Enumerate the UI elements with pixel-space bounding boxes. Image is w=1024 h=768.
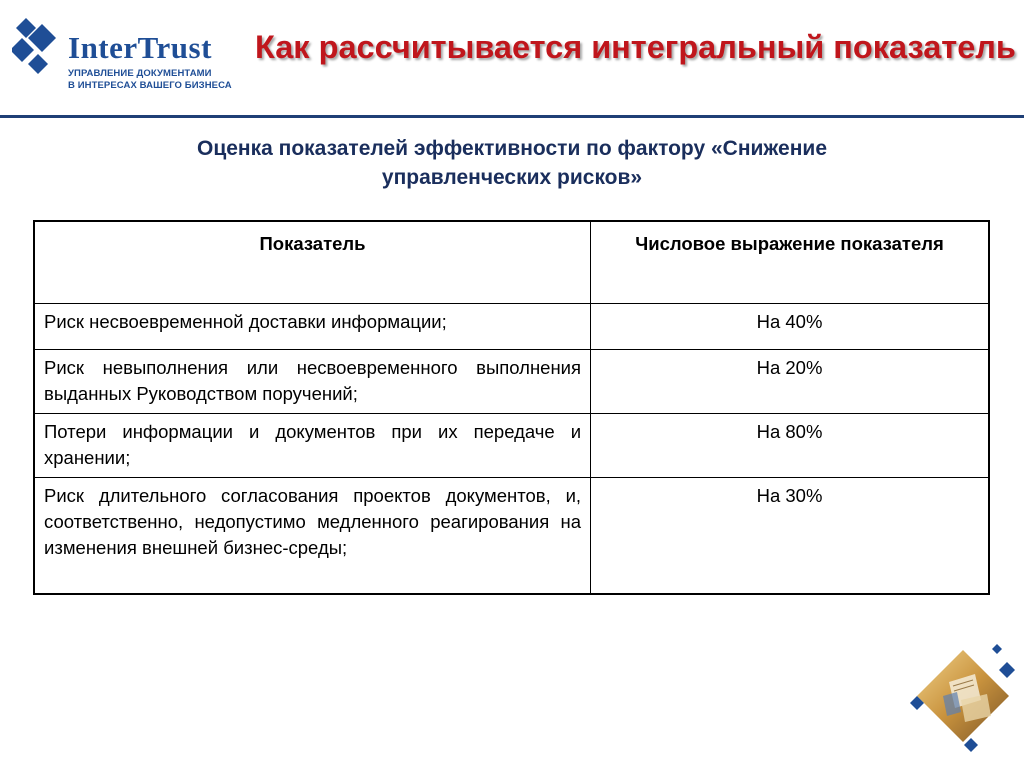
logo-tagline-line-2: В ИНТЕРЕСАХ ВАШЕГО БИЗНЕСА [68,80,232,91]
slide-subtitle [90,134,934,192]
value-cell: На 80% [591,414,989,478]
intertrust-logo [12,14,232,94]
indicator-cell: Риск невыполнения или несвоевременного выполнения выданных Руководством поручений; [34,350,591,414]
logo-wordmark: InterTrust [68,30,212,65]
indicator-cell: Риск длительного согласования проектов документов, и, соответственно, недопустимо медленного реагирования на изменения внешней бизнес-среды; [34,478,591,595]
indicator-cell: Потери информации и документов при их передаче и хранении; [34,414,591,478]
value-cell: На 30% [591,478,989,595]
indicator-cell: Риск несвоевременной доставки информации; [34,304,591,350]
table-row [34,304,989,350]
subtitle-line-2: управленческих рисков» [381,166,643,189]
table-row [34,414,989,478]
intertrust-diamonds-logo-icon [12,16,62,74]
header-divider [0,115,1024,118]
indicators-table [33,220,990,595]
logo-tagline [68,68,233,92]
table-row [34,350,989,414]
value-cell: На 20% [591,350,989,414]
header-numeric-value: Числовое выражение показателя [591,221,989,304]
value-cell: На 40% [591,304,989,350]
slide-title: Как рассчитывается интегральный показатель [255,29,1016,65]
table-row [34,478,989,595]
logo-tagline-line-1: УПРАВЛЕНИЕ ДОКУМЕНТАМИ [68,68,212,79]
documents-collage-icon [905,642,1021,762]
table-header-row [34,221,989,304]
subtitle-line-1: Оценка показателей эффективности по фактору «Снижение [197,137,827,160]
header-indicator: Показатель [34,221,591,304]
